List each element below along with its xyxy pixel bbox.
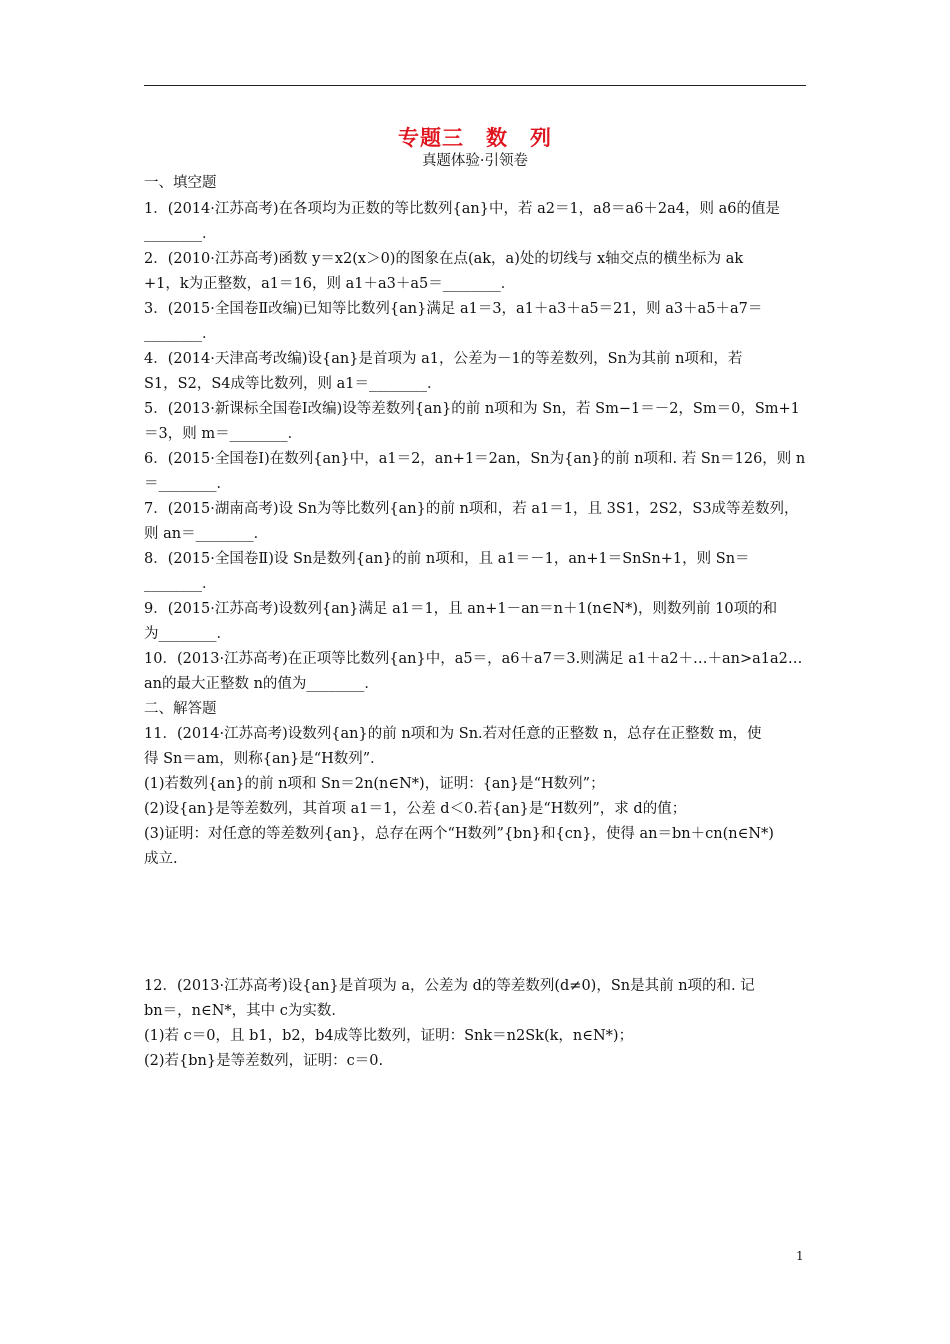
text-line: ________． (144, 326, 217, 342)
text-line: 得 Sn＝am，则称{an}是“H数列”． (144, 751, 385, 767)
text-line: 3．(2015·全国卷Ⅱ改编)已知等比数列{an}满足 a1＝3，a1＋a3＋a5＝21，则 a3＋a5＋a7＝ (144, 301, 763, 317)
header-rule (144, 85, 806, 86)
text-line: 成立. (144, 851, 178, 867)
text-line: ________． (144, 226, 217, 242)
text-line: bn＝，n∈N*，其中 c为实数． (144, 1003, 346, 1019)
page-subtitle: 真题体验·引领卷 (421, 153, 529, 169)
text-line: (1)若数列{an}的前 n项和 Sn＝2n(n∈N*)，证明：{an}是“H数列”； (144, 776, 605, 792)
text-line: (2)设{an}是等差数列，其首项 a1＝1，公差 d＜0.若{an}是“H数列”，求 d的值； (144, 801, 687, 817)
text-line: 则 an＝________． (144, 526, 269, 542)
text-line: 二、解答题 (144, 701, 217, 717)
text-line: +1，k为正整数，a1＝16，则 a1＋a3＋a5＝________． (144, 276, 516, 292)
text-line: 5．(2013·新课标全国卷Ⅰ改编)设等差数列{an}的前 n项和为 Sn，若 Sm−1＝－2，Sm＝0，Sm+1 (144, 401, 800, 417)
text-line: ________． (144, 576, 217, 592)
page-number: 1 (796, 1249, 804, 1263)
page-title: 专题三 数 列 (398, 126, 552, 150)
text-line: 4．(2014·天津高考改编)设{an}是首项为 a1，公差为－1的等差数列，Sn为其前 n项和，若 (144, 351, 743, 367)
text-line: 1．(2014·江苏高考)在各项均为正数的等比数列{an}中，若 a2＝1，a8＝a6＋2a4，则 a6的值是 (144, 201, 781, 217)
text-line: 2．(2010·江苏高考)函数 y＝x2(x＞0)的图象在点(ak，a)处的切线与 x轴交点的横坐标为 ak (144, 251, 744, 267)
text-line: ＝3，则 m＝________． (144, 426, 303, 442)
text-line: 11．(2014·江苏高考)设数列{an}的前 n项和为 Sn.若对任意的正整数 n，总存在正整数 m，使 (144, 726, 762, 742)
text-line: (2)若{bn}是等差数列，证明：c＝0. (144, 1053, 384, 1069)
text-line: ＝________． (144, 476, 231, 492)
text-line: an的最大正整数 n的值为________． (144, 676, 379, 692)
text-line: (3)证明：对任意的等差数列{an}，总存在两个“H数列”{bn}和{cn}，使得 an＝bn＋cn(n∈N*) (144, 826, 774, 842)
text-line: 7．(2015·湖南高考)设 Sn为等比数列{an}的前 n项和，若 a1＝1，且 3S1，2S2，S3成等差数列， (144, 501, 799, 517)
text-line: 8．(2015·全国卷Ⅱ)设 Sn是数列{an}的前 n项和，且 a1＝－1，an+1＝SnSn+1，则 Sn＝ (144, 551, 750, 567)
text-line: 9．(2015·江苏高考)设数列{an}满足 a1＝1，且 an+1－an＝n＋1(n∈N*)，则数列前 10项的和 (144, 601, 778, 617)
text-line: 一、填空题 (144, 175, 217, 191)
text-line: 10．(2013·江苏高考)在正项等比数列{an}中，a5＝，a6＋a7＝3.则满足 a1＋a2＋…＋an>a1a2… (144, 651, 803, 667)
text-line: 12．(2013·江苏高考)设{an}是首项为 a，公差为 d的等差数列(d≠0)，Sn是其前 n项的和. 记 (144, 978, 755, 994)
text-line: (1)若 c＝0，且 b1，b2，b4成等比数列，证明：Snk＝n2Sk(k，n∈N*)； (144, 1028, 634, 1044)
text-line: 为________． (144, 626, 231, 642)
text-line: 6．(2015·全国卷Ⅰ)在数列{an}中，a1＝2，an+1＝2an，Sn为{an}的前 n项和. 若 Sn＝126，则 n (144, 451, 806, 467)
text-line: S1，S2，S4成等比数列，则 a1＝________． (144, 376, 442, 392)
